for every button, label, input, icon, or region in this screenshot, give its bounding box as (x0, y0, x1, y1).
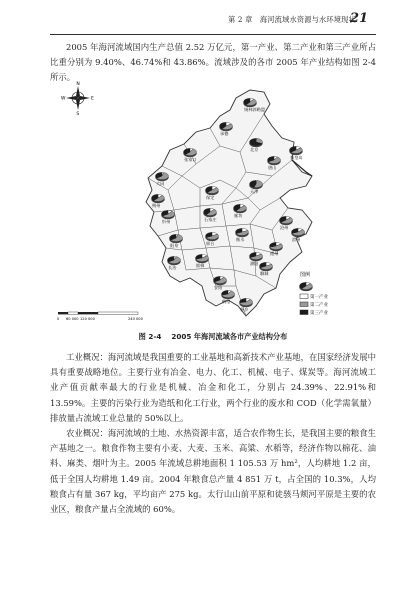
city-pie (196, 254, 209, 263)
city-pie (249, 138, 262, 147)
city-pie (236, 228, 249, 237)
city-label: 保定 (206, 195, 215, 200)
city-label: 新乡 (240, 307, 249, 312)
city-label: 阳泉 (170, 243, 179, 248)
city-pie (167, 256, 180, 265)
city-pie (222, 290, 235, 299)
city-label: 安阳 (214, 285, 223, 290)
city-label: 张家口 (184, 157, 197, 162)
city-label: 邢台 (206, 241, 215, 246)
city-pie (206, 186, 219, 195)
city-pie (184, 148, 197, 157)
city-label: 濮阳 (250, 261, 259, 266)
city-pie (240, 298, 253, 307)
city-label: 衡水 (236, 237, 245, 242)
city-pie (292, 228, 305, 237)
city-pie (280, 216, 293, 225)
compass-n: N (76, 82, 80, 87)
city-label: 北京 (250, 147, 259, 152)
city-label: 廊坊 (234, 213, 243, 218)
header-rule (50, 34, 376, 35)
legend-title: 图例 (300, 272, 311, 278)
city-pie (244, 98, 257, 107)
figure-caption-text: 2005 年海河流域各市产业结构分布 (171, 332, 288, 341)
figure-map (50, 80, 376, 328)
city-label: 滨州 (292, 237, 301, 242)
city-pie (270, 242, 283, 251)
compass-s: S (76, 112, 80, 117)
city-label: 锡林郭勒盟 (244, 107, 265, 112)
city-label: 大同 (156, 181, 165, 186)
city-pie (290, 146, 303, 155)
legend-swatch-third (300, 310, 308, 315)
city-pie (260, 262, 273, 271)
city-label: 天津 (250, 189, 259, 194)
city-label: 唐山 (268, 165, 277, 170)
scale-label-0: 0 (57, 317, 60, 321)
city-label: 朔州 (152, 203, 161, 208)
city-pie (220, 122, 233, 131)
scale-label-3: 240 000 (128, 317, 143, 321)
city-label: 鹤壁 (222, 299, 231, 304)
city-pie (155, 172, 168, 181)
city-label: 聊城 (260, 271, 269, 276)
legend-swatch-second (300, 302, 308, 307)
city-label: 德州 (270, 251, 279, 256)
paragraph-agriculture: 农业概况：海河流域的土地、水热资源丰富，适合农作物生长，是我国主要的粮食生产基地之一。粮食作物主要有小麦、大麦、玉米、高粱、水稻等，经济作物以棉花、油料、麻类、烟叶为主。2005 年流域总耕地面积 1 105.53 万 hm²，人均耕地 1.2 亩，低于全国人均耕地 1.49 亩。2004 年粮食总产量 4 851 万 t，占全国的 10.3%，人均粮食占有量 367 kg，平均亩产 275 kg。太行山山前平原和徒骇马颊河平原是主要的农业区，粮食产量占全流域的 60%。 (50, 428, 376, 515)
city-pie (161, 210, 174, 219)
city-pie (204, 208, 217, 217)
figure-number: 图 2-4 (138, 332, 162, 341)
legend-first: 第一产业 (310, 295, 328, 300)
paragraph-industry: 工业概况：海河流域是我国重要的工业基地和高新技术产业基地，在国家经济发展中具有重要战略地位。主要行业有冶金、电力、化工、机械、电子、煤炭等。海河流域工业产值贡献率最大的行业是机械、冶金和化工，分别占 24.39%、22.91%和 13.59%。主要的污染行业为造纸和化工行业，两个行业的废水和 COD（化学需氧量）排放量占流域工业总量的 50%以上。 (50, 352, 376, 423)
city-pie (213, 276, 226, 285)
city-label: 秦皇岛 (290, 155, 303, 160)
city-pie (169, 234, 182, 243)
city-label: 沧州 (280, 225, 289, 230)
city-pie (152, 194, 165, 203)
city-pie (250, 180, 263, 189)
city-label: 承德 (220, 131, 229, 136)
running-header (0, 10, 402, 28)
paragraph-intro: 2005 年海河流域国内生产总值 2.52 万亿元，第一产业、第二产业和第三产业所占比重分别为 9.40%、46.74%和 43.86%。流域涉及的各市 2005 年产业结构如图 2-4 所示。 (50, 42, 376, 83)
city-label: 邯郸 (196, 263, 205, 268)
city-label: 长治 (168, 265, 177, 270)
city-label: 石家庄 (204, 217, 217, 222)
compass-w: W (61, 96, 66, 102)
legend (300, 271, 329, 316)
legend-second: 第二产业 (310, 303, 328, 308)
compass-e: E (91, 96, 94, 102)
figure-caption (50, 332, 376, 342)
scale-label-1: 60 000 (66, 317, 79, 321)
scale-bar (57, 312, 144, 321)
compass-rose-icon (61, 81, 94, 117)
chapter-title: 第 2 章 海河流域水资源与水环境现状 (228, 15, 356, 24)
scale-label-2: 120 000 (80, 317, 95, 321)
legend-third: 第三产业 (310, 311, 328, 316)
city-pie (268, 156, 281, 165)
city-label: 忻州 (162, 219, 171, 224)
legend-swatch-first (300, 294, 308, 299)
city-pie (206, 232, 219, 241)
city-pie (250, 252, 263, 261)
legend-pie-icon (300, 282, 313, 291)
city-pie (234, 204, 247, 213)
page-number: 21 (350, 11, 369, 26)
